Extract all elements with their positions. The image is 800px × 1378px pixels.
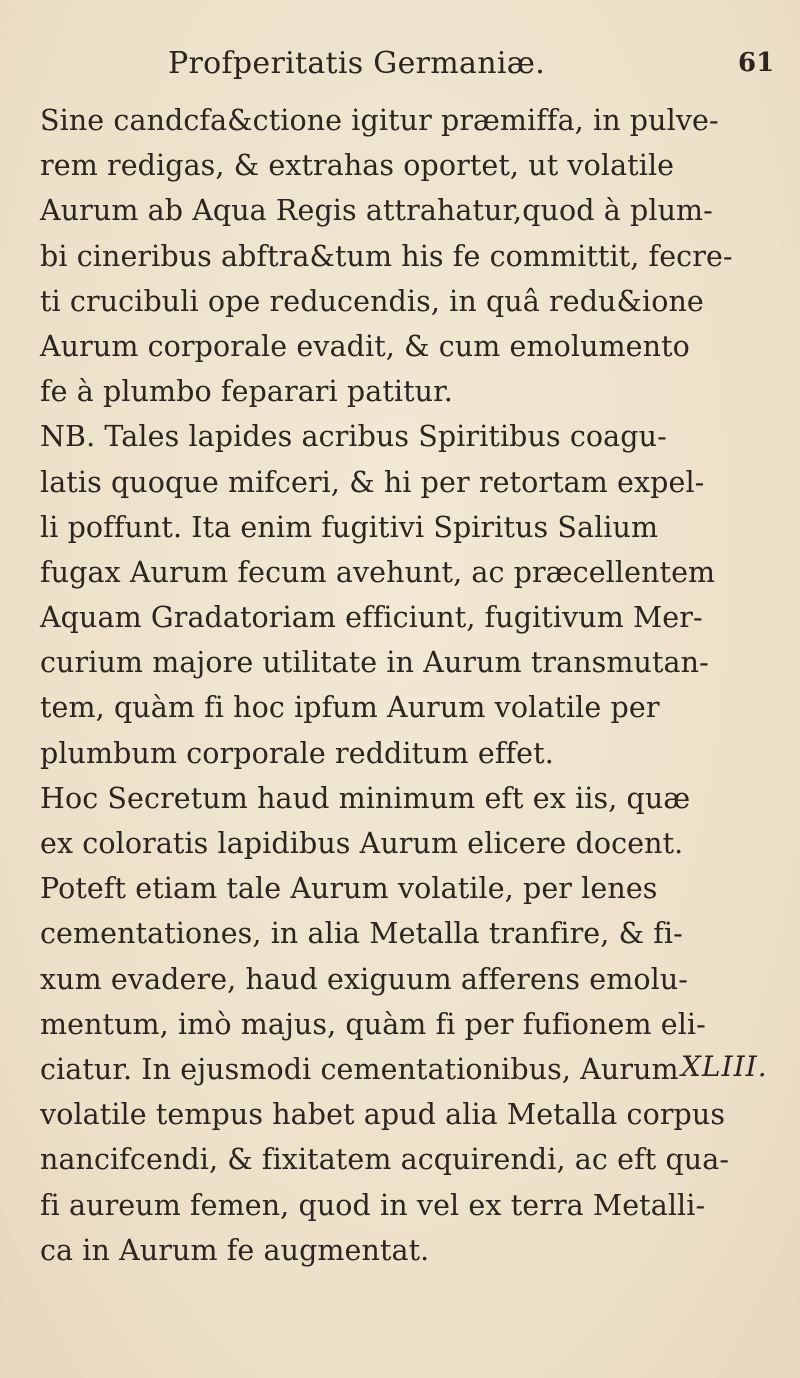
text-line: Aquam Gradatoriam efficiunt, fugitivum Mer- <box>40 601 703 635</box>
text-line: Aurum corporale evadit, & cum emolumento <box>40 329 690 363</box>
text-line: ex coloratis lapidibus Aurum elicere docent. <box>40 827 684 860</box>
running-title: Profperitatis Germaniæ. <box>168 46 546 81</box>
text-line: fi aureum femen, quod in vel ex terra Metalli- <box>40 1188 706 1222</box>
text-line: volatile tempus habet apud alia Metalla corpus <box>40 1098 726 1132</box>
text-line: cementationes, in alia Metalla tranfire, & fi- <box>40 917 683 951</box>
text-line: Hoc Secretum haud minimum eft ex iis, quæ <box>40 781 691 815</box>
text-line: fugax Aurum fecum avehunt, ac præcellentem <box>40 555 716 589</box>
catchword: XLIII. <box>681 1050 768 1083</box>
body-text <box>40 98 770 1273</box>
text-line: xum evadere, haud exiguum afferens emolu- <box>40 962 689 996</box>
text-line: Poteft etiam tale Aurum volatile, per lenes <box>40 872 658 906</box>
text-line: mentum, imò majus, quàm fi per fufionem eli- <box>40 1007 706 1041</box>
text-line: bi cineribus abftra&tum his fe committit, fecre- <box>40 239 733 273</box>
text-line: ciatur. In ejusmodi cementationibus, Aurum <box>40 1052 679 1086</box>
text-line: ti crucibuli ope reducendis, in quâ redu&ione <box>40 284 704 318</box>
text-line: Aurum ab Aqua Regis attrahatur,quod à plum- <box>40 194 713 228</box>
text-line: nancifcendi, & fixitatem acquirendi, ac eft qua- <box>40 1143 730 1177</box>
text-line: NB. Tales lapides acribus Spiritibus coagu- <box>40 420 667 454</box>
text-line: latis quoque mifceri, & hi per retortam expel- <box>40 465 705 499</box>
page-number: 61 <box>738 48 775 78</box>
text-line: fe à plumbo feparari patitur. <box>40 375 453 409</box>
page-header <box>0 46 800 96</box>
text-line: li poffunt. Ita enim fugitivi Spiritus Salium <box>40 510 659 544</box>
text-line: Sine candcfa&ctione igitur præmiffa, in pulve- <box>40 104 719 137</box>
text-line: plumbum corporale redditum effet. <box>40 736 554 770</box>
text-line: rem redigas, & extrahas oportet, ut volatile <box>40 149 675 183</box>
text-line: ca in Aurum fe augmentat. <box>40 1233 430 1267</box>
text-line: curium majore utilitate in Aurum transmutan- <box>40 646 709 680</box>
text-line: tem, quàm fi hoc ipfum Aurum volatile per <box>40 691 660 725</box>
